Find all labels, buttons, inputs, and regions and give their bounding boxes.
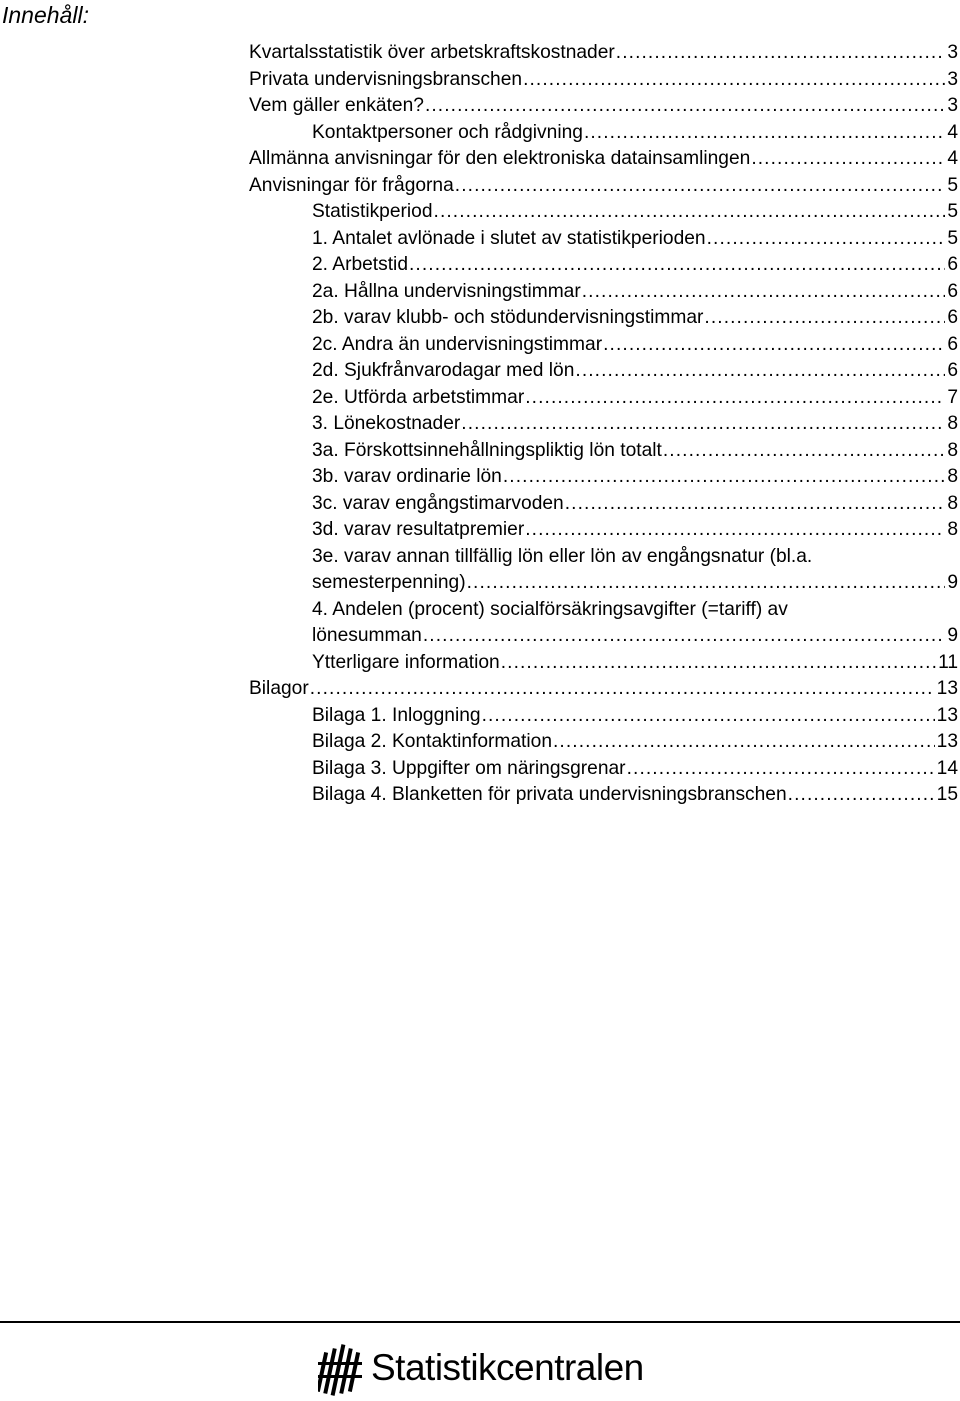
toc-entry-page-number: 11 — [938, 651, 958, 673]
toc-entry-page-number: 6 — [947, 360, 958, 381]
toc-entry[interactable] — [249, 358, 958, 385]
toc-entry-title: Bilaga 2. Kontaktinformation — [312, 731, 552, 752]
toc-dot-leader — [503, 464, 945, 491]
toc-entry-page-number: 4 — [947, 121, 958, 143]
toc-entry[interactable] — [249, 438, 958, 465]
toc-entry[interactable] — [249, 67, 958, 94]
toc-entry-page-number: 14 — [936, 757, 958, 779]
toc-dot-leader — [525, 385, 945, 412]
toc-entry-title: Allmänna anvisningar för den elektroniska datainsamlingen — [249, 148, 751, 169]
toc-entry[interactable] — [249, 40, 958, 67]
toc-dot-leader — [582, 279, 946, 306]
toc-entry-title: Statistikperiod — [312, 201, 433, 222]
toc-entry-title: Privata undervisningsbranschen — [249, 68, 523, 90]
toc-entry[interactable] — [249, 491, 958, 518]
toc-entry-page-number: 6 — [947, 280, 958, 302]
toc-dot-leader — [788, 782, 935, 809]
toc-entry[interactable] — [249, 597, 958, 624]
toc-entry-title: lönesumman — [312, 625, 422, 646]
toc-entry[interactable] — [249, 729, 958, 756]
toc-entry[interactable] — [249, 676, 958, 703]
toc-entry-page-number: 4 — [947, 148, 958, 169]
toc-entry-title: 2a. Hållna undervisningstimmar — [312, 280, 581, 302]
toc-dot-leader — [525, 517, 945, 544]
toc-entry[interactable] — [249, 305, 958, 332]
toc-entry-page-number: 8 — [947, 413, 958, 434]
toc-entry[interactable] — [249, 623, 958, 650]
toc-dot-leader — [310, 676, 935, 703]
toc-entry-title: Bilaga 3. Uppgifter om näringsgrenar — [312, 757, 626, 779]
toc-entry-page-number: 13 — [936, 731, 958, 752]
toc-dot-leader — [423, 623, 945, 650]
toc-entry-title: 3d. varav resultatpremier — [312, 519, 525, 540]
toc-entry-page-number: 6 — [947, 333, 958, 355]
toc-dot-leader — [434, 199, 946, 226]
toc-entry-title: 2b. varav klubb- och stödundervisningstimmar — [312, 307, 704, 328]
footer-divider — [0, 1321, 960, 1323]
toc-entry[interactable] — [249, 332, 958, 359]
toc-dot-leader — [616, 40, 946, 67]
toc-entry[interactable] — [249, 146, 958, 173]
toc-dot-leader — [751, 146, 945, 173]
toc-entry-page-number: 8 — [947, 466, 958, 487]
toc-dot-leader — [584, 120, 945, 147]
toc-dot-leader — [482, 703, 935, 730]
toc-entry-title: Bilaga 1. Inloggning — [312, 704, 481, 726]
toc-dot-leader — [501, 650, 936, 677]
toc-entry-title: 4. Andelen (procent) socialförsäkringsavgifter (=tariff) av — [312, 598, 788, 620]
toc-entry-title: Anvisningar för frågorna — [249, 174, 454, 196]
toc-dot-leader — [455, 173, 946, 200]
toc-dot-leader — [575, 358, 945, 385]
toc-entry[interactable] — [249, 120, 958, 147]
toc-entry[interactable] — [249, 570, 958, 597]
toc-entry-title: 3. Lönekostnader — [312, 413, 461, 434]
toc-entry[interactable] — [249, 650, 958, 677]
toc-entry-page-number: 9 — [947, 625, 958, 646]
toc-entry-title: 3a. Förskottsinnehållningspliktig lön totalt — [312, 439, 662, 461]
toc-dot-leader — [707, 226, 946, 253]
toc-dot-leader — [603, 332, 945, 359]
table-of-contents — [249, 40, 958, 809]
toc-entry-title: Kontaktpersoner och rådgivning — [312, 121, 583, 143]
toc-dot-leader — [409, 252, 945, 279]
statistikcentralen-logo-icon — [318, 1342, 364, 1398]
toc-entry-title: 3e. varav annan tillfällig lön eller lön av engångsnatur (bl.a. — [312, 545, 813, 567]
logo — [318, 1340, 644, 1400]
toc-dot-leader — [467, 570, 946, 597]
toc-entry-title: 2d. Sjukfrånvarodagar med lön — [312, 360, 575, 381]
toc-entry[interactable] — [249, 173, 958, 200]
toc-entry[interactable] — [249, 782, 958, 809]
toc-entry[interactable] — [249, 279, 958, 306]
toc-entry[interactable] — [249, 93, 958, 120]
toc-dot-leader — [565, 491, 946, 518]
toc-entry-page-number: 5 — [947, 227, 958, 249]
toc-entry[interactable] — [249, 703, 958, 730]
toc-entry-title: Ytterligare information — [312, 651, 500, 673]
toc-entry-page-number: 8 — [947, 439, 958, 461]
toc-dot-leader — [627, 756, 935, 783]
toc-dot-leader — [523, 67, 945, 94]
toc-entry-page-number: 13 — [936, 704, 958, 726]
page-heading: Innehåll: — [2, 2, 89, 28]
logo-wordmark: Statistikcentralen — [371, 1347, 644, 1388]
toc-entry-title: Bilaga 4. Blanketten för privata undervisningsbranschen — [312, 784, 787, 805]
toc-entry-page-number: 9 — [947, 572, 958, 593]
toc-dot-leader — [461, 411, 945, 438]
toc-entry-title: Bilagor — [249, 678, 309, 699]
toc-entry[interactable] — [249, 411, 958, 438]
toc-entry-page-number: 13 — [936, 678, 958, 699]
toc-entry-page-number: 5 — [947, 174, 958, 196]
toc-dot-leader — [553, 729, 935, 756]
toc-entry[interactable] — [249, 226, 958, 253]
toc-entry-page-number: 6 — [947, 254, 958, 275]
toc-entry-title: 2c. Andra än undervisningstimmar — [312, 333, 603, 355]
toc-entry-page-number: 8 — [947, 519, 958, 540]
toc-entry-page-number: 7 — [947, 386, 958, 408]
toc-entry-page-number: 15 — [936, 784, 958, 805]
toc-entry-page-number: 8 — [947, 492, 958, 514]
toc-entry[interactable] — [249, 756, 958, 783]
toc-entry-page-number: 3 — [947, 95, 958, 116]
toc-entry-page-number: 6 — [947, 307, 958, 328]
toc-entry-title: 1. Antalet avlönade i slutet av statistikperioden — [312, 227, 706, 249]
toc-entry-page-number: 5 — [947, 201, 958, 222]
toc-entry-title: Vem gäller enkäten? — [249, 95, 424, 116]
toc-entry[interactable] — [249, 199, 958, 226]
toc-entry[interactable] — [249, 464, 958, 491]
toc-entry-title: 2e. Utförda arbetstimmar — [312, 386, 525, 408]
toc-dot-leader — [704, 305, 945, 332]
toc-dot-leader — [425, 93, 945, 120]
toc-entry-title: 3c. varav engångstimarvoden — [312, 492, 564, 514]
toc-entry-title: 2. Arbetstid — [312, 254, 408, 275]
toc-entry[interactable] — [249, 544, 958, 571]
toc-dot-leader — [663, 438, 945, 465]
toc-entry-page-number: 3 — [947, 68, 958, 90]
toc-entry-page-number: 3 — [947, 42, 958, 63]
toc-entry-title: Kvartalsstatistik över arbetskraftskostnader — [249, 42, 615, 63]
toc-entry-title: 3b. varav ordinarie lön — [312, 466, 502, 487]
toc-entry[interactable] — [249, 252, 958, 279]
toc-entry[interactable] — [249, 517, 958, 544]
toc-entry[interactable] — [249, 385, 958, 412]
toc-entry-title: semesterpenning) — [312, 572, 466, 593]
